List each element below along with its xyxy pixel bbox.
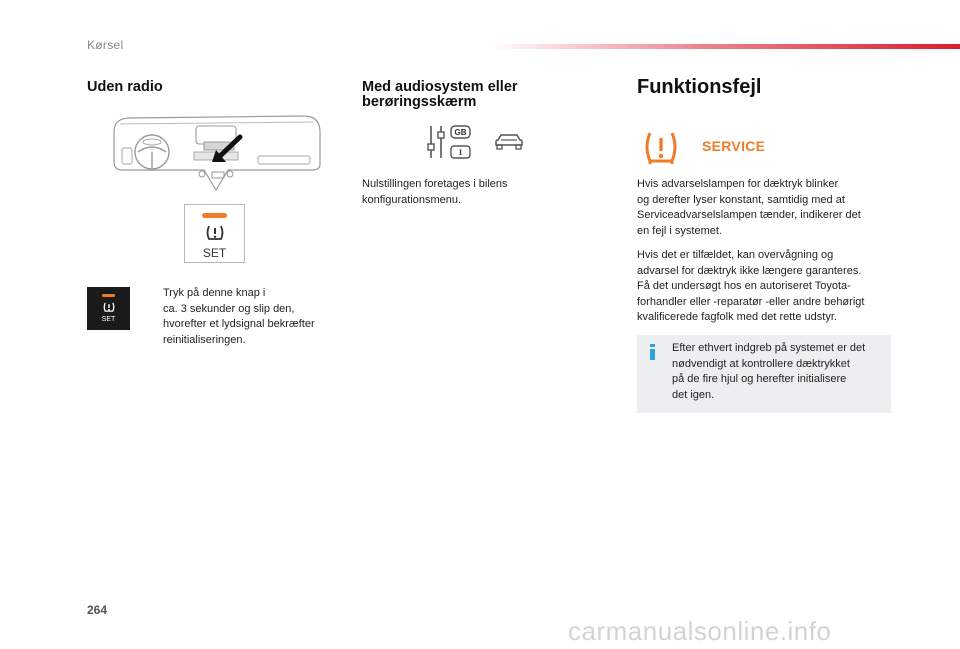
header-accent-bar — [490, 44, 960, 49]
tire-pressure-warning-icon — [204, 224, 226, 241]
malfunction-paragraph-1 — [637, 177, 902, 239]
reset-text — [362, 177, 602, 208]
heading-line: berøringsskærm — [362, 94, 477, 110]
bullet-line: ca. 3 sekunder og slip den, — [163, 302, 295, 315]
indicator-led — [102, 294, 115, 297]
set-label: SET — [101, 316, 116, 323]
text-line: Serviceadvarselslampen tænder, indikerer det — [637, 209, 861, 221]
service-warning-label: SERVICE — [702, 138, 766, 154]
text-line: Efter ethvert indgreb på systemet er det — [672, 342, 866, 354]
text-line: Få det undersøgt hos en autoriseret Toyota- — [637, 280, 851, 292]
bullet-line: Tryk på denne knap i — [163, 287, 266, 299]
text-line: konfigurationsmenu. — [362, 193, 462, 206]
text-line: nødvendigt at kontrollere dæktrykket — [672, 357, 850, 370]
indicator-led — [202, 213, 227, 218]
set-button-thumbnail — [87, 287, 130, 330]
watermark: carmanualsonline.info — [568, 616, 832, 646]
info-text — [672, 341, 884, 403]
text-line: Hvis advarselslampen for dæktryk blinker — [637, 178, 839, 190]
bullet-instruction — [163, 286, 353, 348]
text-line: en fejl i systemet. — [637, 224, 722, 237]
heading-funktionsfejl: Funktionsfejl — [637, 76, 762, 98]
text-line: kvalificerede fagfolk med det rette udstyr. — [637, 311, 837, 323]
text-line: og derefter lyser konstant, samtidig med at — [637, 193, 845, 206]
text-line: Hvis det er tilfældet, kan overvågning og — [637, 249, 834, 261]
heading-audiosystem — [362, 80, 602, 110]
text-line: forhandler eller -reparatør -eller andre behørigt — [637, 295, 865, 308]
heading-uden-radio: Uden radio — [87, 79, 163, 95]
text-line: advarsel for dæktryk ikke længere garanteres. — [637, 264, 862, 277]
heading-line: Med audiosystem eller — [362, 79, 518, 95]
tire-pressure-warning-icon — [642, 130, 680, 166]
malfunction-paragraph-2 — [637, 248, 902, 326]
bullet-line: reinitialiseringen. — [163, 333, 246, 346]
i-label: I — [458, 148, 463, 157]
set-label: SET — [202, 246, 227, 260]
text-line: Nulstillingen foretages i bilens — [362, 178, 508, 190]
tire-pressure-warning-icon — [102, 301, 116, 313]
dashboard-illustration — [108, 112, 324, 192]
text-line: det igen. — [672, 388, 715, 401]
car-icon — [493, 133, 525, 153]
info-icon — [648, 344, 657, 360]
bullet-line: hvorefter et lydsignal bekræfter — [163, 318, 315, 330]
page-number: 264 — [87, 603, 108, 617]
section-label: Kørsel — [87, 38, 124, 52]
settings-menu-icon — [427, 124, 473, 160]
gb-label: GB — [454, 128, 467, 137]
text-line: på de fire hjul og herefter initialisere — [672, 373, 847, 385]
set-button-panel — [184, 204, 245, 263]
